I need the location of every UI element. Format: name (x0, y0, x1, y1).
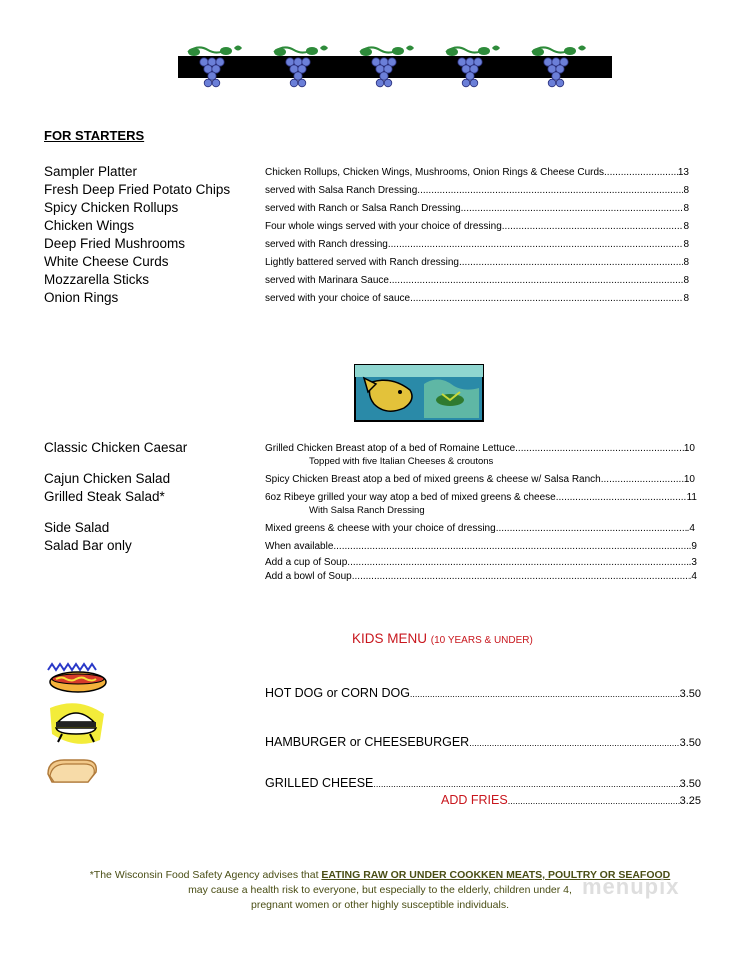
menu-item-description-line (265, 541, 697, 552)
menu-item-name: White Cheese Curds (44, 254, 169, 269)
salad-item-row (0, 520, 750, 538)
kids-menu-title (352, 631, 533, 646)
kids-menu-item (265, 735, 701, 749)
leader-dots (410, 686, 680, 700)
food-safety-notice-warning: EATING RAW OR UNDER COOKKEN MEATS, POULTRY OR SEAFOOD (321, 869, 671, 881)
grape-vine-banner (178, 42, 612, 94)
menu-item-detail (265, 257, 689, 268)
menu-item-price: 8 (683, 221, 689, 232)
leader-dots (461, 203, 684, 214)
add-fries-item (441, 793, 701, 807)
menu-item-detail (265, 492, 697, 503)
menu-item-detail (265, 167, 689, 178)
menu-item-detail (265, 221, 689, 232)
kids-menu-item-price: 3.50 (679, 688, 701, 700)
menu-item-price: 8 (683, 257, 689, 268)
menu-item-name: Cajun Chicken Salad (44, 471, 171, 486)
menu-item-price: 10 (683, 474, 695, 485)
menu-item-price: 13 (677, 167, 689, 178)
menu-item-description: served with Salsa Ranch Dressing (265, 185, 418, 196)
menu-item-row (0, 200, 750, 218)
menu-item-row (0, 164, 750, 182)
menu-item-price: 8 (683, 239, 689, 250)
hamburger-icon (44, 700, 108, 746)
kids-menu-item-line (265, 776, 701, 790)
menu-item-description: Spicy Chicken Breast atop a bed of mixed greens & cheese w/ Salsa Ranch (265, 474, 601, 485)
menu-item-description-line (265, 221, 689, 232)
menu-item-description: Lightly battered served with Ranch dressing (265, 257, 459, 268)
soup-add-on (265, 571, 697, 582)
menu-item-detail (265, 203, 689, 214)
food-safety-notice-line3: pregnant women or other highly susceptible individuals. (251, 899, 509, 911)
add-fries-price: 3.25 (679, 795, 701, 807)
menu-item-row (0, 290, 750, 308)
menu-item-detail (265, 541, 697, 552)
menu-item-description-line (265, 293, 689, 304)
salad-item-row (0, 538, 750, 556)
menu-item-price: 11 (686, 492, 697, 503)
menu-item-row (0, 254, 750, 272)
leader-dots (333, 541, 688, 552)
menu-item-description-line (265, 443, 695, 454)
menu-item-row (0, 218, 750, 236)
kids-menu-item-line (265, 686, 701, 700)
add-fries-line (441, 793, 701, 807)
menu-item-description-line (265, 557, 697, 568)
menu-item-detail (265, 239, 689, 250)
menu-item-detail (265, 474, 695, 485)
salad-item-row (0, 471, 750, 489)
leader-dots (502, 221, 684, 232)
menu-item-row (0, 182, 750, 200)
section-heading-starters: FOR STARTERS (44, 128, 145, 143)
menu-item-price: .9 (688, 541, 697, 552)
menu-item-price: .3 (688, 557, 697, 568)
menu-item-description-line (265, 492, 697, 503)
menu-item-description-line (265, 257, 689, 268)
menu-item-price: 8 (683, 275, 689, 286)
menu-item-name: Side Salad (44, 520, 110, 535)
kids-menu-item (265, 776, 701, 790)
kids-menu-item-price: 3.50 (679, 737, 701, 749)
leader-dots (388, 239, 684, 250)
menu-item-description: served with Marinara Sauce (265, 275, 389, 286)
leader-dots (469, 735, 679, 749)
menu-item-name: Onion Rings (44, 290, 119, 305)
menu-item-detail (265, 443, 695, 454)
menu-item-price: 8 (683, 293, 689, 304)
leader-dots (373, 776, 679, 790)
menu-item-description: Grilled Chicken Breast atop of a bed of Romaine Lettuce (265, 443, 516, 454)
watermark: menupix (582, 874, 680, 899)
menu-item-description: Mixed greens & cheese with your choice of dressing (265, 523, 496, 534)
menu-item-detail (265, 185, 689, 196)
kids-menu-age-note: (10 YEARS & UNDER) (430, 635, 533, 646)
menu-item-description: Add a bowl of Soup (265, 571, 352, 582)
grilled-cheese-icon (44, 752, 100, 784)
menu-item-description: Four whole wings served with your choice of dressing (265, 221, 502, 232)
kids-menu-item-price: 3.50 (679, 778, 701, 790)
menu-item-note: With Salsa Ranch Dressing (309, 505, 425, 516)
menu-item-name: Spicy Chicken Rollups (44, 200, 179, 215)
menu-item-detail (265, 293, 689, 304)
menu-item-row (0, 272, 750, 290)
kids-menu-item-line (265, 735, 701, 749)
leader-dots (496, 523, 687, 534)
menu-item-description: served with Ranch or Salsa Ranch Dressing (265, 203, 461, 214)
leader-dots (417, 185, 683, 196)
menu-item-description: Chicken Rollups, Chicken Wings, Mushrooms, Onion Rings & Cheese Curds (265, 167, 605, 178)
menu-item-description-line (265, 474, 695, 485)
kids-menu-item-name: GRILLED CHEESE (265, 776, 374, 790)
leader-dots (508, 793, 680, 807)
leader-dots (352, 571, 689, 582)
leader-dots (389, 275, 683, 286)
kids-menu-label: KIDS MENU (352, 631, 428, 646)
menu-item-price: 8 (683, 185, 689, 196)
food-safety-notice-line2: may cause a health risk to everyone, but especially to the elderly, children under 4, (188, 884, 572, 896)
add-fries-label: ADD FRIES (441, 793, 508, 807)
menu-item-price: 10 (683, 443, 695, 454)
menu-item-note: Topped with five Italian Cheeses & croutons (309, 456, 494, 467)
menu-item-detail (265, 275, 689, 286)
menu-item-price: 8 (683, 203, 689, 214)
menu-item-description-line (265, 203, 689, 214)
menu-item-name: Fresh Deep Fried Potato Chips (44, 182, 231, 197)
menu-item-description: When available (265, 541, 334, 552)
menu-item-name: Grilled Steak Salad* (44, 489, 165, 504)
menu-item-name: Mozzarella Sticks (44, 272, 150, 287)
leader-dots (556, 492, 687, 503)
menu-item-description-line (265, 239, 689, 250)
menu-item-description-line (265, 523, 695, 534)
menu-item-price: .4 (688, 571, 697, 582)
leader-dots (347, 557, 688, 568)
fish-clipart-image (354, 364, 484, 422)
food-safety-notice-intro: *The Wisconsin Food Safety Agency advises that (89, 869, 322, 881)
menu-item-name: Classic Chicken Caesar (44, 440, 188, 455)
menu-item-description: 6oz Ribeye grilled your way atop a bed of mixed greens & cheese (265, 492, 556, 503)
menu-item-name: Deep Fried Mushrooms (44, 236, 186, 251)
menu-item-description: served with your choice of sauce (265, 293, 411, 304)
leader-dots (604, 167, 678, 178)
menu-item-name: Chicken Wings (44, 218, 135, 233)
leader-dots (410, 293, 683, 304)
menu-item-description-line (265, 571, 697, 582)
kids-menu-item-name: HAMBURGER or CHEESEBURGER (265, 735, 470, 749)
menu-item-price: .4 (686, 523, 695, 534)
kids-menu-item (265, 686, 701, 700)
leader-dots (459, 257, 683, 268)
menu-item-description-line (265, 275, 689, 286)
hot-dog-icon (44, 660, 108, 700)
menu-item-description: Add a cup of Soup (265, 557, 348, 568)
soup-add-on (265, 557, 697, 568)
menu-item-row (0, 236, 750, 254)
menu-item-description-line (265, 167, 689, 178)
leader-dots (601, 474, 684, 485)
kids-menu-item-name: HOT DOG or CORN DOG (265, 686, 410, 700)
menu-item-name: Sampler Platter (44, 164, 138, 179)
menu-item-description-line (265, 185, 689, 196)
leader-dots (515, 443, 684, 454)
menu-item-description: served with Ranch dressing (265, 239, 388, 250)
menu-item-detail (265, 523, 695, 534)
menu-item-name: Salad Bar only (44, 538, 132, 553)
